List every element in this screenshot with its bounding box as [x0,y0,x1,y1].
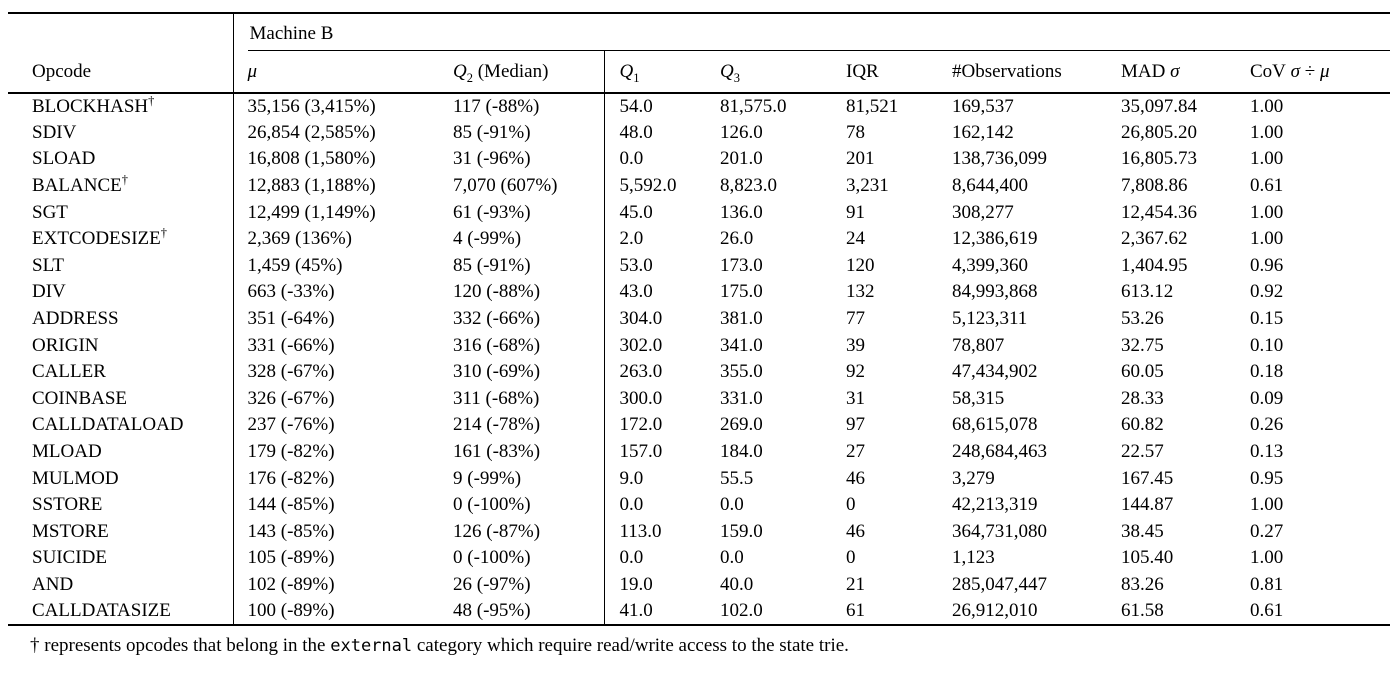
mu-cell: 16,808 (1,580%) [233,146,437,173]
observations-cell: 308,277 [952,201,1014,223]
q2-column-header [437,51,604,93]
table-row [8,412,1390,439]
iqr-cell: 78 [846,121,865,143]
mad-cell: 53.26 [1121,308,1164,330]
iqr-cell: 92 [846,361,865,383]
mu-cell: 179 (-82%) [233,439,437,466]
iqr-cell: 24 [846,228,865,250]
q1-subscript: 1 [633,70,640,85]
mu-cell: 237 (-76%) [233,412,437,439]
iqr-cell: 3,231 [846,175,889,197]
q2-cell: 48 (-95%) [437,598,604,625]
mad-cell: 38.45 [1121,520,1164,542]
q3-cell: 159.0 [720,520,763,542]
divide-symbol: ÷ [1304,61,1316,82]
observations-cell: 162,142 [952,121,1014,143]
mu-cell: 176 (-82%) [233,465,437,492]
opcode-column-header: Opcode [8,51,233,93]
table-row [8,93,1390,120]
cov-cell: 0.09 [1250,387,1284,409]
q2-cell: 0 (-100%) [453,494,531,516]
observations-cell: 8,644,400 [952,175,1028,197]
table-row [8,279,1390,306]
cov-cell: 0.96 [1250,254,1284,276]
observations-column-header: #Observations [950,51,1119,93]
mu-cell: 331 (-66%) [233,332,437,359]
iqr-cell: 46 [846,467,865,489]
q3-cell: 136.0 [720,201,763,223]
table-row [8,386,1390,413]
iqr-cell: 201 [846,148,875,170]
q3-cell: 201.0 [720,148,763,170]
opcode-label: SSTORE [32,494,103,516]
cov-column-header [1248,51,1390,93]
table-row [8,545,1390,572]
q1-cell: 172.0 [604,412,718,439]
q3-cell: 331.0 [720,387,763,409]
q1-cell: 9.0 [604,465,718,492]
mu-cell: 143 (-85%) [233,519,437,546]
q2-cell: 85 (-91%) [453,121,531,143]
opcode-cell [8,93,233,120]
mad-cell: 12,454.36 [1121,201,1197,223]
mu-cell: 144 (-85%) [233,492,437,519]
q2-cell: 61 (-93%) [453,201,531,223]
q3-cell: 341.0 [720,334,763,356]
table-row [8,519,1390,546]
table-header [8,13,1390,93]
q3-subscript: 3 [733,70,740,85]
q2-cell: 126 (-87%) [453,520,541,542]
observations-cell: 68,615,078 [952,414,1038,436]
table-row [8,598,1390,625]
q3-cell: 175.0 [720,281,763,303]
q3-cell: 40.0 [720,573,754,595]
opcode-label: MSTORE [32,520,109,542]
opcode-label: SLOAD [32,148,96,170]
table-row [8,120,1390,147]
q2-cell: 85 (-91%) [453,254,531,276]
opcode-label: SUICIDE [32,547,107,569]
q3-cell: 381.0 [720,308,763,330]
opcode-cell [8,359,233,386]
column-header-row [8,51,1390,93]
opcode-label: MLOAD [32,441,102,463]
opcode-label: SDIV [32,121,77,143]
q2-cell: 311 (-68%) [453,387,540,409]
iqr-cell: 120 [846,254,875,276]
mu-cell: 1,459 (45%) [233,253,437,280]
opcode-stats-table [8,12,1390,626]
cov-cell: 0.27 [1250,520,1284,542]
mad-cell: 7,808.86 [1121,175,1188,197]
q2-cell: 120 (-88%) [453,281,541,303]
opcode-label: BLOCKHASH [32,95,149,117]
cov-cell: 0.15 [1250,308,1284,330]
opcode-cell [8,412,233,439]
opcode-label: BALANCE [32,175,122,197]
table-row [8,306,1390,333]
mad-cell: 167.45 [1121,467,1174,489]
footnote-text-before: represents opcodes that belong in the [39,634,331,656]
opcode-cell [8,439,233,466]
mu-cell: 100 (-89%) [233,598,437,625]
mu-column-header [233,51,437,93]
mu-symbol: μ [1319,61,1330,82]
q1-cell: 54.0 [604,93,718,120]
mad-cell: 144.87 [1121,494,1174,516]
q1-cell: 45.0 [604,199,718,226]
opcode-cell [8,199,233,226]
mad-cell: 60.05 [1121,361,1164,383]
q2-cell: 26 (-97%) [453,573,531,595]
opcode-label: SGT [32,201,68,223]
q3-cell: 8,823.0 [720,175,777,197]
iqr-cell: 27 [846,441,865,463]
q2-cell: 31 (-96%) [453,148,531,170]
cov-cell: 0.95 [1250,467,1284,489]
table-body [8,93,1390,625]
observations-cell: 3,279 [952,467,995,489]
mad-cell: 16,805.73 [1121,148,1197,170]
q1-cell: 302.0 [604,332,718,359]
mad-cell: 105.40 [1121,547,1174,569]
iqr-cell: 0 [846,547,856,569]
q2-cell: 0 (-100%) [453,547,531,569]
q3-cell: 173.0 [720,254,763,276]
cov-cell: 0.92 [1250,281,1284,303]
mu-symbol: μ [247,61,258,82]
mu-cell: 105 (-89%) [233,545,437,572]
median-label: (Median) [472,61,549,82]
mad-cell: 32.75 [1121,334,1164,356]
iqr-cell: 97 [846,414,865,436]
q3-cell: 55.5 [720,467,754,489]
sigma-symbol: σ [1290,61,1301,82]
opcode-label: CALLER [32,361,106,383]
mad-column-header [1119,51,1248,93]
table-row [8,359,1390,386]
footnote [30,635,1400,657]
observations-cell: 285,047,447 [952,573,1047,595]
q3-cell: 269.0 [720,414,763,436]
opcode-label: ORIGIN [32,334,99,356]
observations-cell: 78,807 [952,334,1005,356]
mu-cell: 2,369 (136%) [233,226,437,253]
table-row [8,173,1390,200]
q2-cell: 161 (-83%) [453,441,541,463]
iqr-column-header: IQR [844,51,950,93]
opcode-label: CALLDATALOAD [32,414,184,436]
cov-cell: 0.10 [1250,334,1284,356]
table-row [8,332,1390,359]
opcode-label: COINBASE [32,387,128,409]
mu-cell: 351 (-64%) [233,306,437,333]
mad-cell: 60.82 [1121,414,1164,436]
opcode-cell [8,598,233,625]
q1-cell: 300.0 [604,386,718,413]
table-row [8,199,1390,226]
observations-cell: 47,434,902 [952,361,1038,383]
opcode-cell [8,332,233,359]
observations-cell: 4,399,360 [952,254,1028,276]
q2-subscript: 2 [466,70,473,85]
q1-cell: 19.0 [604,572,718,599]
observations-cell: 26,912,010 [950,598,1119,625]
observations-cell: 84,993,868 [952,281,1038,303]
q2-cell: 332 (-66%) [453,308,541,330]
q1-column-header [604,51,718,93]
q1-cell: 304.0 [604,306,718,333]
cov-cell: 1.00 [1250,228,1284,250]
opcode-cell [8,545,233,572]
cov-cell: 0.81 [1250,573,1284,595]
opcode-cell [8,519,233,546]
cov-cell: 1.00 [1250,121,1284,143]
q1-cell: 0.0 [604,492,718,519]
table-row [8,146,1390,173]
table-row [8,492,1390,519]
table-row [8,226,1390,253]
mad-label: MAD [1121,61,1166,82]
q2-cell: 9 (-99%) [453,467,522,489]
cov-cell: 0.13 [1250,441,1284,463]
opcode-cell [8,279,233,306]
q1-cell: 43.0 [604,279,718,306]
q3-cell: 0.0 [720,494,744,516]
q-symbol: Q [619,61,634,82]
q-symbol: Q [453,61,467,82]
opcode-label: MULMOD [32,467,119,489]
q1-cell: 0.0 [604,146,718,173]
mu-cell: 35,156 (3,415%) [233,93,437,120]
mu-cell: 12,883 (1,188%) [233,173,437,200]
mad-cell: 83.26 [1121,573,1164,595]
opcode-label: AND [32,573,74,595]
dagger-superscript: † [160,225,168,240]
q3-cell: 184.0 [720,441,763,463]
opcode-cell [8,492,233,519]
q1-cell: 53.0 [604,253,718,280]
opcode-label: ADDRESS [32,308,119,330]
mu-cell: 26,854 (2,585%) [233,120,437,147]
q2-cell: 7,070 (607%) [453,175,558,197]
q1-cell: 2.0 [604,226,718,253]
q2-cell: 117 (-88%) [453,95,540,117]
mu-cell: 102 (-89%) [233,572,437,599]
q1-cell: 48.0 [604,120,718,147]
cov-cell: 1.00 [1250,148,1284,170]
observations-cell: 42,213,319 [952,494,1038,516]
dagger-symbol: † [30,634,40,656]
q3-cell: 81,575.0 [720,95,787,117]
opcode-cell [8,173,233,200]
q3-cell: 355.0 [720,361,763,383]
observations-cell: 138,736,099 [952,148,1047,170]
observations-cell: 58,315 [952,387,1005,409]
opcode-cell [8,120,233,147]
opcode-cell [8,146,233,173]
observations-cell: 364,731,080 [952,520,1047,542]
opcode-cell [8,253,233,280]
cov-cell: 0.18 [1250,361,1284,383]
iqr-cell: 0 [846,494,856,516]
sigma-symbol: σ [1170,61,1180,82]
mad-cell: 613.12 [1121,281,1174,303]
cov-cell: 1.00 [1250,494,1284,516]
opcode-cell [8,572,233,599]
observations-cell: 169,537 [952,95,1014,117]
q2-cell: 310 (-69%) [453,361,541,383]
dagger-superscript: † [148,93,155,108]
q2-cell: 214 (-78%) [453,414,541,436]
mad-cell: 2,367.62 [1121,228,1188,250]
opcode-label: CALLDATASIZE [32,600,171,622]
iqr-cell: 21 [846,573,865,595]
iqr-cell: 132 [846,281,875,303]
mad-cell: 61.58 [1119,598,1248,625]
cov-cell: 1.00 [1250,547,1284,569]
table-row [8,253,1390,280]
footnote-text-after: category which require read/write access to the state trie. [412,634,849,656]
cov-cell: 0.61 [1248,598,1390,625]
observations-cell: 12,386,619 [952,228,1038,250]
table-row [8,439,1390,466]
mad-cell: 26,805.20 [1121,121,1197,143]
opcode-label: DIV [32,281,66,303]
mad-cell: 1,404.95 [1121,254,1188,276]
q3-cell: 126.0 [720,121,763,143]
observations-cell: 248,684,463 [952,441,1047,463]
q3-cell: 0.0 [720,547,744,569]
q3-cell: 102.0 [718,598,844,625]
iqr-cell: 81,521 [846,95,899,117]
mu-cell: 326 (-67%) [233,386,437,413]
q3-cell: 26.0 [720,228,754,250]
cov-cell: 0.26 [1250,414,1284,436]
observations-cell: 1,123 [952,547,995,569]
q2-cell: 4 (-99%) [453,228,522,250]
table-row [8,572,1390,599]
mad-cell: 35,097.84 [1121,95,1197,117]
mad-cell: 22.57 [1121,441,1164,463]
iqr-cell: 77 [846,308,865,330]
q2-cell: 316 (-68%) [453,334,541,356]
cov-cell: 0.61 [1250,175,1284,197]
mu-cell: 12,499 (1,149%) [233,199,437,226]
observations-cell: 5,123,311 [952,308,1028,330]
iqr-cell: 31 [846,387,865,409]
opcode-cell [8,465,233,492]
q1-cell: 41.0 [604,598,718,625]
cov-cell: 1.00 [1250,95,1284,117]
opcode-label: EXTCODESIZE [32,228,161,250]
q1-cell: 263.0 [604,359,718,386]
table-row [8,465,1390,492]
q-symbol: Q [720,61,734,82]
mad-cell: 28.33 [1121,387,1164,409]
opcode-cell [8,226,233,253]
mu-cell: 663 (-33%) [233,279,437,306]
q3-column-header [718,51,844,93]
iqr-cell: 61 [844,598,950,625]
corner-empty-cell [8,13,233,51]
mu-cell: 328 (-67%) [233,359,437,386]
machine-b-label: Machine B [248,23,1391,51]
iqr-cell: 91 [846,201,865,223]
external-category-code: external [330,635,413,656]
opcode-label: SLT [32,254,65,276]
dagger-superscript: † [121,172,128,187]
q1-cell: 113.0 [604,519,718,546]
q1-cell: 157.0 [604,439,718,466]
q1-cell: 5,592.0 [604,173,718,200]
opcode-cell [8,386,233,413]
cov-label: CoV [1250,61,1286,82]
iqr-cell: 46 [846,520,865,542]
machine-b-group-cell [233,13,1390,51]
opcode-cell [8,306,233,333]
iqr-cell: 39 [846,334,865,356]
cov-cell: 1.00 [1250,201,1284,223]
group-header-row [8,13,1390,51]
q1-cell: 0.0 [604,545,718,572]
